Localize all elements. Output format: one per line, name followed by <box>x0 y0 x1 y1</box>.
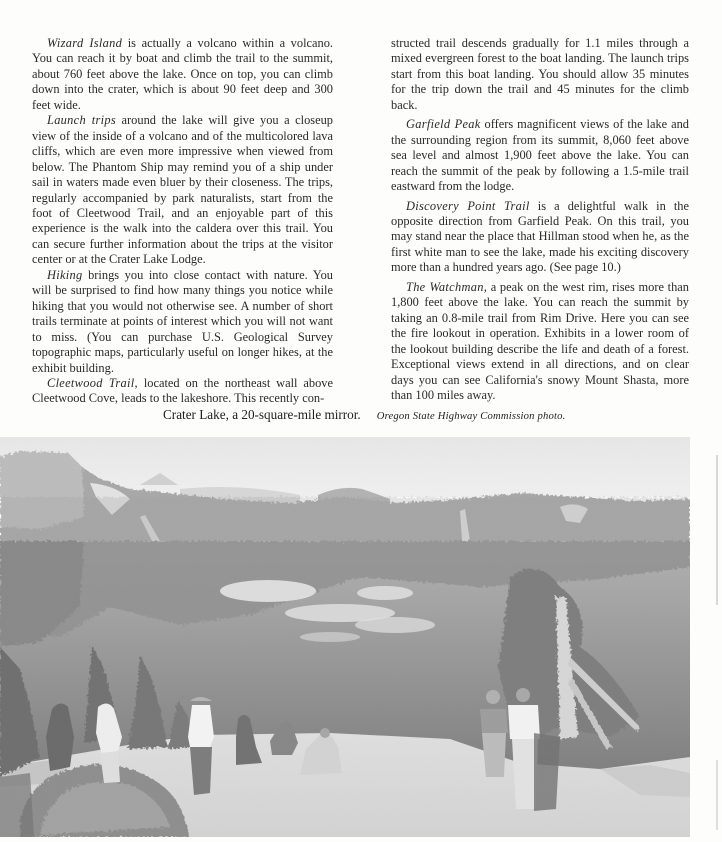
paragraph-garfield-peak <box>391 117 689 194</box>
paragraph-cleetwood-trail <box>32 376 333 407</box>
paragraph-wizard-island <box>32 36 333 113</box>
figure-caption <box>163 406 683 424</box>
paragraph-body: a peak on the west rim, rises more than 1,800 feet above the lake. You can reach the summit by taking an 0.8-mile trail from Rim Drive. Here you can see the fire lookout in operation. Exhibits in a lower room of the lookout building describe the life and death of a forest. Exceptional views extend in all directions, and on clear days you can see California's snowy Mount Shasta, more than 100 miles away. <box>391 279 689 402</box>
left-text-column <box>32 36 333 407</box>
paragraph-body: is a delightful walk in the opposite direction from Garfield Peak. On this trail, you may stand near the place that Hillman stood when he, as the first white man to see the lake, made his exciting discovery more than a hundred years ago. (See page 10.) <box>391 198 690 275</box>
paragraph-lead: Launch trips <box>47 113 117 128</box>
paragraph-launch-trips <box>32 113 333 268</box>
paragraph-lead: Wizard Island <box>47 36 123 50</box>
paragraph-hiking <box>32 268 333 376</box>
paragraph-discovery-point-trail <box>391 199 689 276</box>
paragraph-body: is actually a volcano within a volcano. You can reach it by boat and climb the trail to the summit, about 760 feet above the lake. Once on top, you can climb down into the crater, which is about 90 feet deep and 300 feet wide. <box>32 36 334 112</box>
paragraph-cleetwood-continued: structed trail descends gradually for 1.1 miles through a mixed evergreen forest to the boat landing. The launch trips start from this boat landing. You should allow 35 minutes for the trip down the trail and 45 minutes for the climb back. <box>391 36 689 112</box>
photo-illustration <box>0 437 690 837</box>
paragraph-lead: Hiking <box>47 267 83 282</box>
paragraph-body: around the lake will give you a closeup view of the inside of a volcano and of the multicolored lava cliffs, which are even more impressive when viewed from below. The Phantom Ship may remind you of a ship under sail in waters made even bluer by their closeness. The trips, regularly accompanied by park naturalists, start from the foot of Cleetwood Trail, and an enjoyable part of this experience is the walk into the caldera over this trail. You can secure further information about the trips at the visitor center or at the Crater Lake Lodge. <box>32 113 333 267</box>
paragraph-the-watchman <box>391 280 689 404</box>
paragraph-body: brings you into close contact with nature. You will be surprised to find how many things you notice while hiking that you would not otherwise see. A number of short trails terminate at points of interest which you will not want to miss. (You can purchase U.S. Geological Survey topographic maps, particularly useful on longer hikes, at the exhibit building. <box>32 267 333 375</box>
page-edge-mark <box>716 455 718 605</box>
page-edge-mark <box>716 760 718 830</box>
crater-lake-photo <box>0 437 690 837</box>
photo-grain <box>0 437 690 837</box>
paragraph-lead: The Watchman, <box>406 279 488 294</box>
paragraph-body: offers magnificent views of the lake and the surrounding region from its summit, 8,060 feet above sea level and almost 1,900 feet above the lake. You can reach the summit of the peak by following a 1.5-mile trail eastward from the lodge. <box>391 117 689 194</box>
photo-credit: Oregon State Highway Commission photo. <box>376 411 566 422</box>
paragraph-lead: Garfield Peak <box>406 117 481 132</box>
caption-text: Crater Lake, a 20-square-mile mirror. <box>163 407 361 422</box>
paragraph-lead: Discovery Point Trail <box>406 198 530 213</box>
paragraph-lead: Cleetwood Trail, <box>47 375 138 390</box>
right-text-column <box>391 36 689 403</box>
paragraph-body: located on the northeast wall above Cleetwood Cove, leads to the lakeshore. This recently con- <box>32 375 333 406</box>
